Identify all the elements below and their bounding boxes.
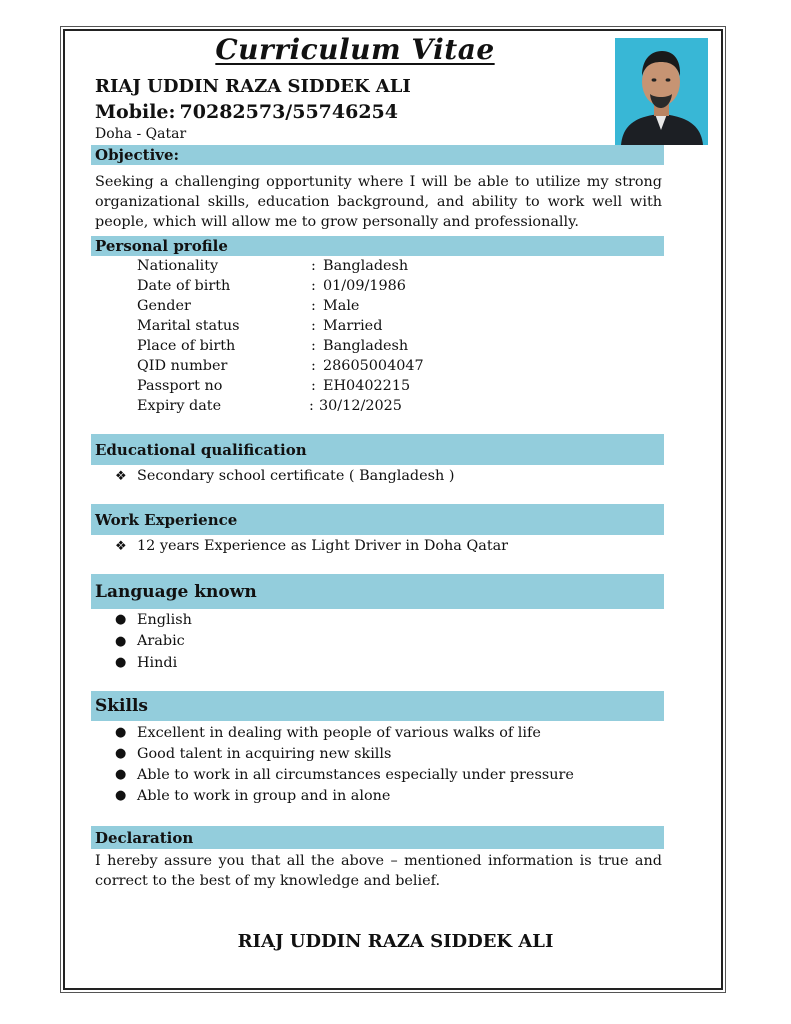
profile-label: Expiry date bbox=[137, 398, 222, 414]
list-item bbox=[115, 465, 455, 487]
profile-row bbox=[137, 356, 424, 376]
skill-item: Able to work in group and in alone bbox=[137, 787, 391, 804]
language-item: Arabic bbox=[137, 633, 185, 650]
language-list bbox=[115, 609, 192, 674]
round-bullet-icon: ● bbox=[115, 633, 127, 649]
round-bullet-icon: ● bbox=[115, 725, 127, 740]
profile-label: Gender bbox=[137, 298, 191, 314]
colon: : bbox=[311, 378, 316, 394]
profile-row bbox=[137, 336, 424, 356]
section-declaration-heading: Declaration bbox=[91, 826, 664, 849]
list-item bbox=[115, 631, 192, 653]
profile-label: Marital status bbox=[137, 318, 240, 334]
profile-row bbox=[137, 396, 424, 416]
section-work-experience-heading: Work Experience bbox=[91, 504, 664, 535]
profile-row bbox=[137, 256, 424, 276]
skills-list bbox=[115, 722, 574, 806]
profile-row bbox=[137, 376, 424, 396]
skill-item: Able to work in all circumstances especially under pressure bbox=[137, 766, 574, 783]
profile-label: Nationality bbox=[137, 258, 219, 274]
skill-item: Good talent in acquiring new skills bbox=[137, 745, 392, 762]
list-item bbox=[115, 785, 574, 806]
colon: : bbox=[311, 358, 316, 374]
profile-photo bbox=[615, 38, 708, 145]
section-education-heading: Educational qualification bbox=[91, 434, 664, 465]
language-item: English bbox=[137, 611, 192, 628]
colon: : bbox=[311, 298, 316, 314]
list-item bbox=[115, 652, 192, 674]
signature-name: RIAJ UDDIN RAZA SIDDEK ALI bbox=[237, 931, 554, 952]
profile-value: 30/12/2025 bbox=[319, 398, 402, 414]
list-item bbox=[115, 722, 574, 743]
profile-value: Bangladesh bbox=[323, 258, 409, 274]
profile-row bbox=[137, 316, 424, 336]
document-title: Curriculum Vitae bbox=[215, 33, 495, 66]
skill-item: Excellent in dealing with people of various walks of life bbox=[137, 724, 541, 741]
list-item bbox=[115, 743, 574, 764]
work-item: 12 years Experience as Light Driver in Doha Qatar bbox=[137, 538, 509, 554]
profile-label: Place of birth bbox=[137, 338, 236, 354]
section-skills-heading: Skills bbox=[91, 691, 664, 721]
mobile-number: 70282573/55746254 bbox=[179, 101, 398, 123]
declaration-text: I hereby assure you that all the above – mentioned information is true and correct to the best of my knowledge and belief. bbox=[95, 853, 662, 889]
section-objective-heading: Objective: bbox=[91, 145, 664, 165]
profile-row bbox=[137, 296, 424, 316]
profile-row bbox=[137, 276, 424, 296]
list-item bbox=[115, 535, 508, 557]
mobile-label: Mobile: bbox=[95, 101, 176, 123]
colon: : bbox=[311, 338, 316, 354]
candidate-name: RIAJ UDDIN RAZA SIDDEK ALI bbox=[95, 76, 411, 97]
objective-text: Seeking a challenging opportunity where I will be able to utilize my strong organizational skills, education background, and ability to work well with people, which will allow me to grow personally and professionally. bbox=[95, 174, 662, 230]
person-portrait-icon bbox=[615, 38, 708, 145]
profile-value: EH0402215 bbox=[323, 378, 411, 394]
education-list bbox=[115, 465, 455, 487]
list-item bbox=[115, 609, 192, 631]
profile-value: Male bbox=[323, 298, 360, 314]
round-bullet-icon: ● bbox=[115, 746, 127, 761]
profile-value: 01/09/1986 bbox=[323, 278, 406, 294]
round-bullet-icon: ● bbox=[115, 655, 127, 671]
work-list bbox=[115, 535, 508, 557]
mobile-line bbox=[95, 101, 402, 123]
language-item: Hindi bbox=[137, 654, 178, 671]
colon: : bbox=[309, 398, 314, 414]
section-personal-profile-heading: Personal profile bbox=[91, 236, 664, 256]
profile-label: Passport no bbox=[137, 378, 223, 394]
round-bullet-icon: ● bbox=[115, 612, 127, 628]
round-bullet-icon: ● bbox=[115, 767, 127, 782]
location: Doha - Qatar bbox=[95, 126, 187, 142]
four-diamond-bullet-icon: ❖ bbox=[115, 468, 127, 484]
colon: : bbox=[311, 278, 316, 294]
round-bullet-icon: ● bbox=[115, 788, 127, 803]
profile-value: Married bbox=[323, 318, 383, 334]
education-item: Secondary school certificate ( Bangladesh ) bbox=[137, 468, 455, 484]
profile-value: 28605004047 bbox=[323, 358, 424, 374]
personal-profile-table bbox=[137, 256, 424, 416]
list-item bbox=[115, 764, 574, 785]
four-diamond-bullet-icon: ❖ bbox=[115, 538, 127, 554]
colon: : bbox=[311, 318, 316, 334]
profile-label: Date of birth bbox=[137, 278, 231, 294]
profile-value: Bangladesh bbox=[323, 338, 409, 354]
profile-label: QID number bbox=[137, 358, 228, 374]
colon: : bbox=[311, 258, 316, 274]
section-language-heading: Language known bbox=[91, 574, 664, 609]
